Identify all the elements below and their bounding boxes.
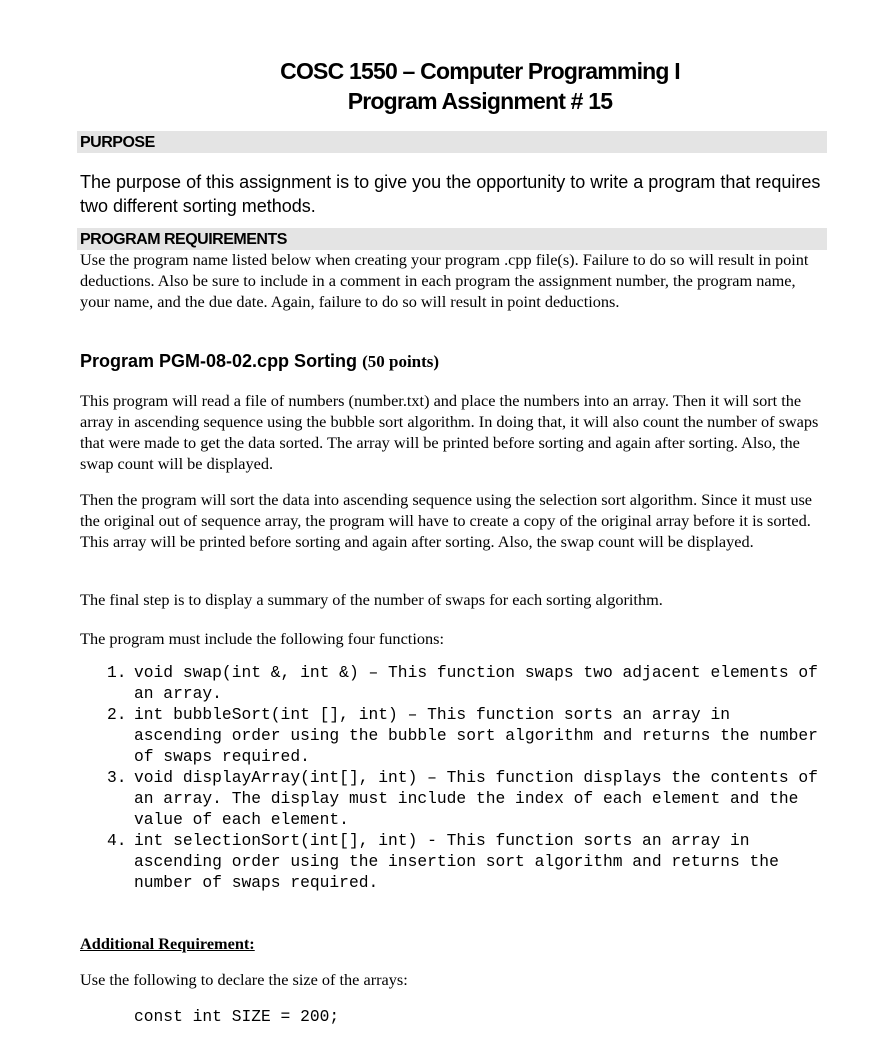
- item-number: 2.: [107, 705, 127, 724]
- requirements-text: Use the program name listed below when creating your program .cpp file(s). Failure to do so will result in point deductions. Also be sure to include in a comment in each program the assignment number, the program name, your name, and the due date. Again, failure to do so will result in point deductions.: [80, 250, 809, 311]
- purpose-heading: PURPOSE: [77, 131, 827, 153]
- program-points: (50 points): [362, 352, 440, 371]
- paragraph-functions-intro: The program must include the following four functions:: [80, 629, 444, 648]
- additional-text: Use the following to declare the size of the arrays:: [80, 970, 408, 989]
- item-text: int selectionSort(int[], int) - This function sorts an array in ascending order using the insertion sort algorithm and returns the number of swaps required.: [134, 831, 779, 892]
- item-text: void swap(int &, int &) – This function swaps two adjacent elements of an array.: [134, 663, 818, 703]
- purpose-text: The purpose of this assignment is to give you the opportunity to write a program that requires two different sorting methods.: [80, 172, 821, 216]
- function-list: [107, 662, 827, 893]
- document-subtitle: Program Assignment # 15: [347, 88, 613, 114]
- paragraph-bubble: This program will read a file of numbers (number.txt) and place the numbers into an array. Then it will sort the array in ascending sequence using the bubble sort algorithm. In doing that, it will also count the number of swaps that were made to get the data sorted. The array will be printed before sorting and again after sorting. Also, the swap count will be displayed.: [80, 391, 819, 473]
- item-number: 3.: [107, 768, 127, 787]
- code-size-declaration: const int SIZE = 200;: [134, 1007, 340, 1026]
- list-item: [107, 704, 827, 767]
- additional-heading: Additional Requirement:: [80, 934, 255, 953]
- document-title: COSC 1550 – Computer Programming I: [280, 58, 680, 84]
- item-number: 1.: [107, 663, 127, 682]
- item-text: void displayArray(int[], int) – This function displays the contents of an array. The display must include the index of each element and the value of each element.: [134, 768, 818, 829]
- item-text: int bubbleSort(int [], int) – This function sorts an array in ascending order using the bubble sort algorithm and returns the number of swaps required.: [134, 705, 818, 766]
- paragraph-summary: The final step is to display a summary of the number of swaps for each sorting algorithm.: [80, 590, 663, 609]
- list-item: [107, 662, 827, 704]
- program-name: Program PGM-08-02.cpp Sorting: [80, 351, 358, 371]
- paragraph-selection: Then the program will sort the data into ascending sequence using the selection sort algorithm. Since it must use the original out of sequence array, the program will have to create a copy of the original array before it is sorted. This array will be printed before sorting and again after sorting. Also, the swap count will be displayed.: [80, 490, 813, 551]
- program-heading: [80, 351, 439, 372]
- requirements-heading: PROGRAM REQUIREMENTS: [77, 228, 827, 250]
- item-number: 4.: [107, 831, 127, 850]
- list-item: [107, 767, 827, 830]
- list-item: [107, 830, 827, 893]
